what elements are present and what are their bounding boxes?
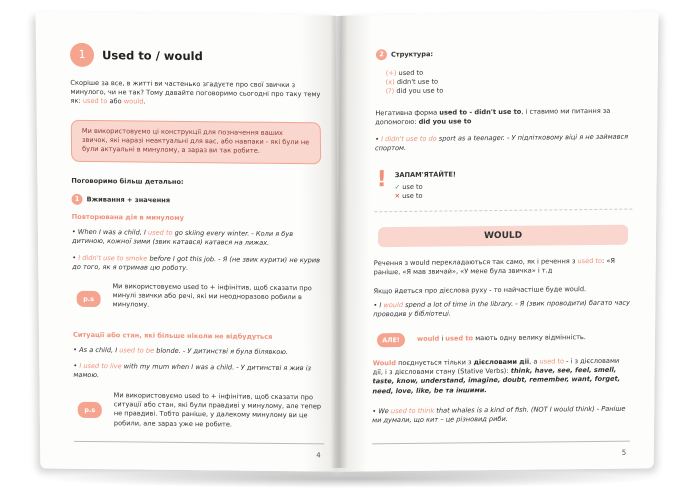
example-4-rest: with my mum when I was a child. - У дитинстві я жив із мамою. xyxy=(73,362,312,380)
remember-item-text: use to xyxy=(402,191,423,201)
intro-paragraph xyxy=(70,79,320,109)
example-6-text: I xyxy=(379,301,384,310)
page-number-left: 4 xyxy=(316,451,321,460)
example-3-rest: blonde. - У дитинстві я була білявкою. xyxy=(154,346,289,357)
example-6: • I would spend a lot of time in the library. - Я (звик проводити) багато часу проводив у бібліотеці. xyxy=(373,298,630,319)
remember-correct xyxy=(395,183,423,192)
right-page xyxy=(336,12,659,471)
page-number-right: 5 xyxy=(621,448,627,457)
negative-form-paragraph xyxy=(375,107,633,128)
but-and: і xyxy=(439,334,446,343)
exclamation-icon: ! xyxy=(376,167,387,193)
check-icon: ✓ xyxy=(394,183,401,192)
neg-text: Негативна форма xyxy=(375,108,440,118)
w3-text: поєднується тільки з xyxy=(395,358,474,368)
form-sign: (+) xyxy=(385,69,397,78)
form-text: didn't use to xyxy=(394,77,439,87)
example-1: • When I was a child, I used to go skiing every winter. - Коли я був дитиною, кожної зими (звик катався) катався на лижах. xyxy=(71,227,294,248)
w3-stative-verbs: think, have, see, feel, smell, taste, know, understand, imagine, doubt, remember, want, forget, need, love, like, be та іншими. xyxy=(372,365,621,395)
neg-bold: used to - didn't use to xyxy=(439,107,522,117)
subheading-past-states: Ситуації або стан, які більше ніколи не відбудуться xyxy=(72,330,273,341)
example-3: • As a child, I used to be blonde. - У дитинстві я була білявкою. xyxy=(73,345,289,357)
w3-text-2: , а xyxy=(529,357,540,366)
example-1-highlight: used to xyxy=(147,228,173,237)
intro-and: або xyxy=(107,97,124,106)
would-paragraph-2: Якщо йдеться про дієслова руху - то найчастіше буде would. xyxy=(373,285,587,296)
structure-number-badge: 2 xyxy=(376,49,387,60)
left-page xyxy=(36,12,341,471)
section-number-badge: 1 xyxy=(72,194,83,205)
book-shadow xyxy=(40,470,660,488)
cross-icon: ✕ xyxy=(394,192,401,201)
but-paragraph xyxy=(417,333,631,344)
form-sign: (x) xyxy=(385,78,395,87)
remember-wrong xyxy=(394,192,422,201)
example-7-highlight: used to think xyxy=(390,406,435,416)
but-used-to: used to xyxy=(445,334,474,343)
detail-heading: Поговоримо більш детально: xyxy=(71,176,184,186)
intro-text: Скоріше за все, в житті ви частенько згадуєте про свої звички з минулого, чи не так? Тому давайте поговоримо сьогодні про таку тему як: xyxy=(70,78,321,106)
section-title: Вживання + значення xyxy=(86,195,171,205)
ps-badge-1: p.s xyxy=(77,291,101,307)
example-5: • I didn't use to do sport as a teenager. - У підлітковому віці я не займався спортом. xyxy=(374,132,629,153)
example-2-highlight: I didn't use to smoke xyxy=(78,253,148,263)
form-text: used to xyxy=(396,68,424,78)
would-paragraph-3 xyxy=(372,357,630,397)
example-7: • We used to think that whales is a kind of fish. (NOT I would think) - Раніше ми думали, що кит – це різновид риби. xyxy=(372,404,626,425)
would-banner: WOULD xyxy=(378,225,628,248)
intro-used-to: used to xyxy=(82,97,108,106)
example-2: • I didn't use to smoke before I got this job. - Я (не звик курити) не курив до того, як я отримав цю роботу. xyxy=(72,253,321,273)
example-6-highlight: would xyxy=(383,300,404,310)
page-title: Used to / would xyxy=(101,48,203,64)
w1-rest: : «Я раніше, «Я мав звичай», «У мене була звичка» і т.д xyxy=(373,256,616,277)
w3-action-verbs: дієсловами дії xyxy=(473,357,530,367)
example-3-text: As a child, I xyxy=(79,345,120,355)
definition-text: Ми використовуємо ці конструкції для позначення ваших звичок, які наразі неактуальні для вас, або навпаки - які були не були актуальні в минулому, а зараз ви так робите. xyxy=(81,126,310,156)
but-rest: мають одну велику відмінність. xyxy=(473,333,586,343)
example-1-rest: go skiing every winter. - Коли я був дитиною, кожної зими (звик катався) катався на лижах. xyxy=(71,228,294,248)
structure-heading xyxy=(376,49,433,61)
example-1-text: When I was a child, I xyxy=(77,227,149,237)
neg-question: did you use to xyxy=(418,117,472,127)
neg-text-2: , і ставимо ми питання за допомогою: xyxy=(375,106,611,127)
intro-would: would xyxy=(123,97,144,106)
example-7-rest: that whales is a kind of fish. (NOT I would think) - Раніше ми думали, що кит – це різновид риби. xyxy=(372,404,626,425)
intro-end: . xyxy=(143,97,146,106)
example-7-text: We xyxy=(378,407,391,416)
form-question xyxy=(386,87,444,97)
ps-note-1: Ми використовуємо used to + інфінітив, щоб сказати про минулі звички або речі, які ми неодноразово робили в минулому. xyxy=(112,282,312,310)
w1-text: Речення з would перекладаються так само, як і речення з xyxy=(373,257,578,268)
remember-title: ЗАПАМ'ЯТАЙТЕ! xyxy=(394,170,456,180)
example-4-highlight: I used to live xyxy=(79,361,122,371)
definition-box xyxy=(71,120,321,164)
example-6-rest: spend a lot of time in the library. - Я (звик проводити) багато часу проводив у бібліотеці. xyxy=(373,298,630,319)
w3-text-3: - і з дієсловами дії, і з дієсловами стану (Stative Verbs): xyxy=(372,356,620,377)
w1-highlight: used to xyxy=(577,256,603,266)
example-4: • I used to live with my mum when I was a child. - У дитинстві я жив із мамою. xyxy=(73,361,312,380)
example-5-rest: sport as a teenager. - У підлітковому віці я не займався спортом. xyxy=(374,132,629,153)
book-spine xyxy=(330,16,348,468)
but-badge: АЛЕ! xyxy=(377,333,405,347)
section-heading xyxy=(72,194,171,206)
example-2-rest: before I got this job. - Я (не звик курити) не курив до того, як я отримав цю роботу. xyxy=(72,254,321,273)
remember-list xyxy=(394,183,422,202)
ps-badge-2: p.s xyxy=(78,402,102,418)
footer-rule xyxy=(74,441,324,445)
would-paragraph-1 xyxy=(374,257,632,278)
footer-rule xyxy=(372,441,630,445)
structure-forms xyxy=(386,69,444,97)
but-would: would xyxy=(416,334,440,343)
title-number-badge: 1 xyxy=(70,43,94,67)
example-5-highlight: I didn't use to do xyxy=(381,134,437,144)
structure-title: Структура: xyxy=(390,50,434,59)
w3-would: Would xyxy=(372,359,397,368)
remember-item-text: use to xyxy=(402,182,423,191)
subheading-repeated-action: Повторювана дія в минулому xyxy=(71,212,184,222)
ps-note-2: Ми використовуємо used to + інфінітив, щоб сказати про ситуації або стан, які були правдиві у минулому, але тепер не правдиві. Тобто раніше, у далекому минулому ви це робили, але зараз уже не робите. xyxy=(113,391,322,429)
form-text: did you use to xyxy=(394,86,444,96)
form-sign: (?) xyxy=(385,87,395,96)
dashed-divider xyxy=(374,209,632,213)
w3-used-to: used to xyxy=(539,357,565,366)
example-3-highlight: used to be xyxy=(119,346,155,355)
